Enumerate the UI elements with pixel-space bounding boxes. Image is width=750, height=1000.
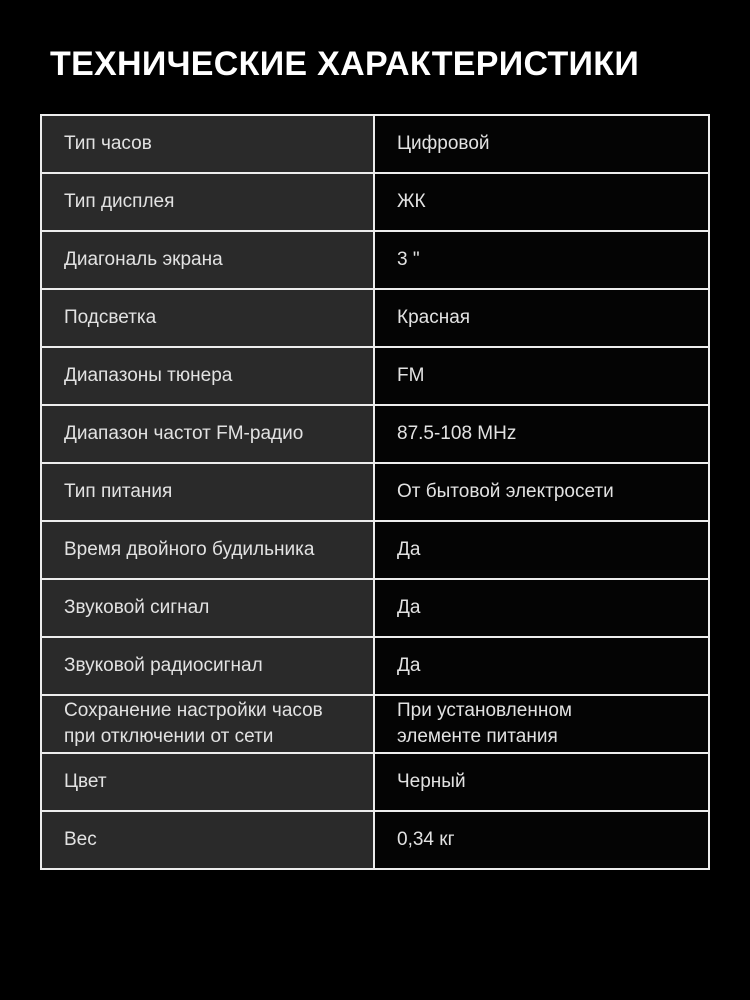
spec-value: При установленном элементе питания (375, 696, 708, 752)
spec-value: Красная (375, 290, 708, 346)
spec-value: Цифровой (375, 116, 708, 172)
spec-table (40, 114, 710, 870)
spec-row-settings-retention (42, 696, 708, 754)
spec-row-power-type (42, 464, 708, 522)
spec-row-clock-type (42, 116, 708, 174)
spec-param: Тип питания (42, 464, 375, 520)
spec-param: Вес (42, 812, 375, 868)
spec-row-color (42, 754, 708, 812)
spec-row-screen-diagonal (42, 232, 708, 290)
spec-row-weight (42, 812, 708, 868)
spec-param: Сохранение настройки часов при отключении от сети (42, 696, 375, 752)
spec-row-fm-frequency-range (42, 406, 708, 464)
spec-param: Подсветка (42, 290, 375, 346)
spec-row-tuner-bands (42, 348, 708, 406)
spec-value: FM (375, 348, 708, 404)
spec-param: Звуковой радиосигнал (42, 638, 375, 694)
spec-value: 3 " (375, 232, 708, 288)
page-title: ТЕХНИЧЕСКИЕ ХАРАКТЕРИСТИКИ (50, 45, 640, 83)
spec-param: Диагональ экрана (42, 232, 375, 288)
spec-row-sound-signal (42, 580, 708, 638)
spec-param: Диапазон частот FM-радио (42, 406, 375, 462)
spec-value: Да (375, 580, 708, 636)
spec-value: Черный (375, 754, 708, 810)
spec-param: Время двойного будильника (42, 522, 375, 578)
spec-value: Да (375, 638, 708, 694)
spec-value: Да (375, 522, 708, 578)
spec-value: От бытовой электросети (375, 464, 708, 520)
spec-param: Тип дисплея (42, 174, 375, 230)
spec-param: Цвет (42, 754, 375, 810)
spec-param: Звуковой сигнал (42, 580, 375, 636)
spec-row-display-type (42, 174, 708, 232)
spec-value: 87.5-108 MHz (375, 406, 708, 462)
spec-value: 0,34 кг (375, 812, 708, 868)
spec-row-radio-signal (42, 638, 708, 696)
spec-row-dual-alarm-time (42, 522, 708, 580)
spec-param: Тип часов (42, 116, 375, 172)
spec-value: ЖК (375, 174, 708, 230)
spec-param: Диапазоны тюнера (42, 348, 375, 404)
spec-row-backlight (42, 290, 708, 348)
